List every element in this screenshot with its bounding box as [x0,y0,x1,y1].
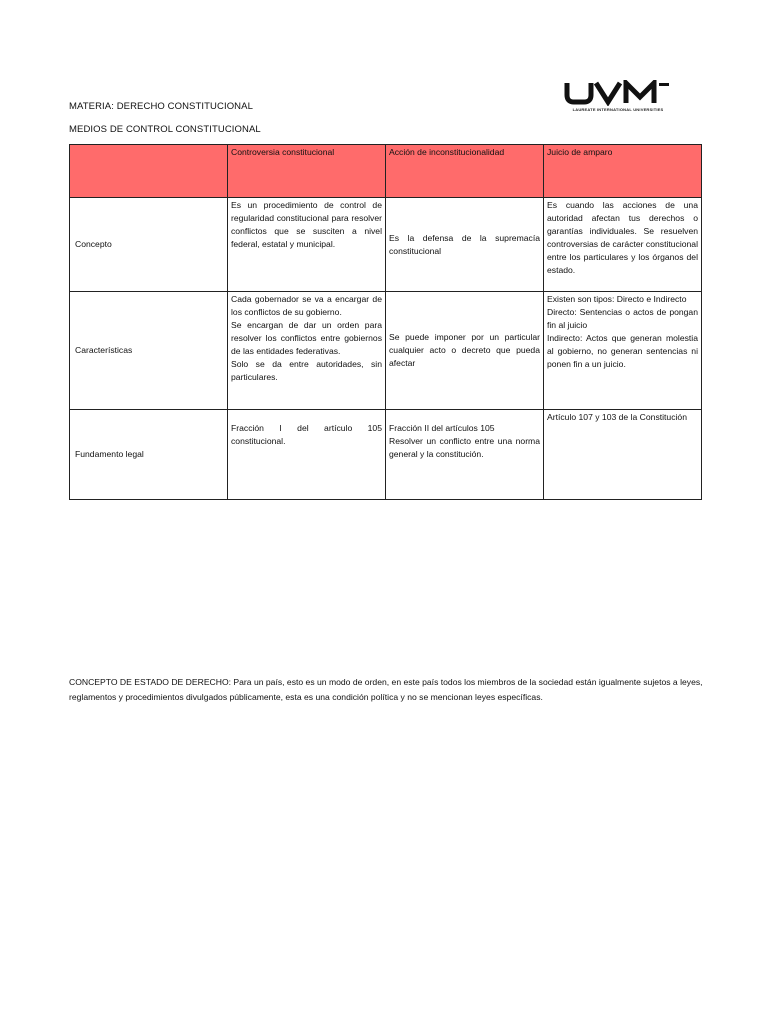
table-cell: Existen son tipos: Directo e Indirecto Directo: Sentencias o actos de pongan fin al juicio Indirecto: Actos que generan molestia al gobierno, no generan sentencias ni ponen fin a un juicio. [544,292,702,410]
header-cell-amparo: Juicio de amparo [544,145,702,198]
uvm-logo-mark [564,80,672,106]
table-cell: Artículo 107 y 103 de la Constitución [544,410,702,500]
header-cell-empty [70,145,228,198]
header-cell-accion: Acción de inconstitucionalidad [386,145,544,198]
table-cell: Fracción II del artículos 105 Resolver un conflicto entre una norma general y la constitución. [386,410,544,500]
table-cell: Cada gobernador se va a encargar de los conflictos de su gobierno. Se encargan de dar un orden para resolver los conflictos entre gobiernos de las entidades federativas. Solo se da entre autoridades, sin particulares. [228,292,386,410]
logo-tagline: LAUREATE INTERNATIONAL UNIVERSITIES [572,107,664,112]
table-row [70,410,702,500]
header-cell-controversia: Controversia constitucional [228,145,386,198]
row-label-fundamento: Fundamento legal [70,410,228,500]
table-header-row [70,145,702,198]
table-cell: Es un procedimiento de control de regularidad constitucional para resolver conflictos que se susciten a nivel federal, estatal y municipal. [228,198,386,292]
table-cell: Fracción I del artículo 105 constitucional. [228,410,386,500]
table-row [70,292,702,410]
table-cell: Es cuando las acciones de una autoridad afectan tus derechos o garantías individuales. Se resuelven controversias de carácter constitucional entre los particulares y los órganos del estado. [544,198,702,292]
row-label-concepto: Concepto [70,198,228,292]
row-label-caracteristicas: Características [70,292,228,410]
table-cell: Es la defensa de la supremacía constitucional [386,198,544,292]
table-row [70,198,702,292]
estado-de-derecho-paragraph: CONCEPTO DE ESTADO DE DERECHO: Para un país, esto es un modo de orden, en este país todos los miembros de la sociedad están igualmente sujetos a leyes, reglamentos y procedimientos divulgados públicamente, esta es una condición política y no se mencionan leyes específicas. [69,677,703,702]
control-methods-table [69,144,702,500]
table-cell: Se puede imponer por un particular cualquier acto o decreto que pueda afectar [386,292,544,410]
subject-title: MATERIA: DERECHO CONSTITUCIONAL [69,101,253,112]
uvm-logo [564,80,672,114]
document-title: MEDIOS DE CONTROL CONSTITUCIONAL [69,124,261,135]
